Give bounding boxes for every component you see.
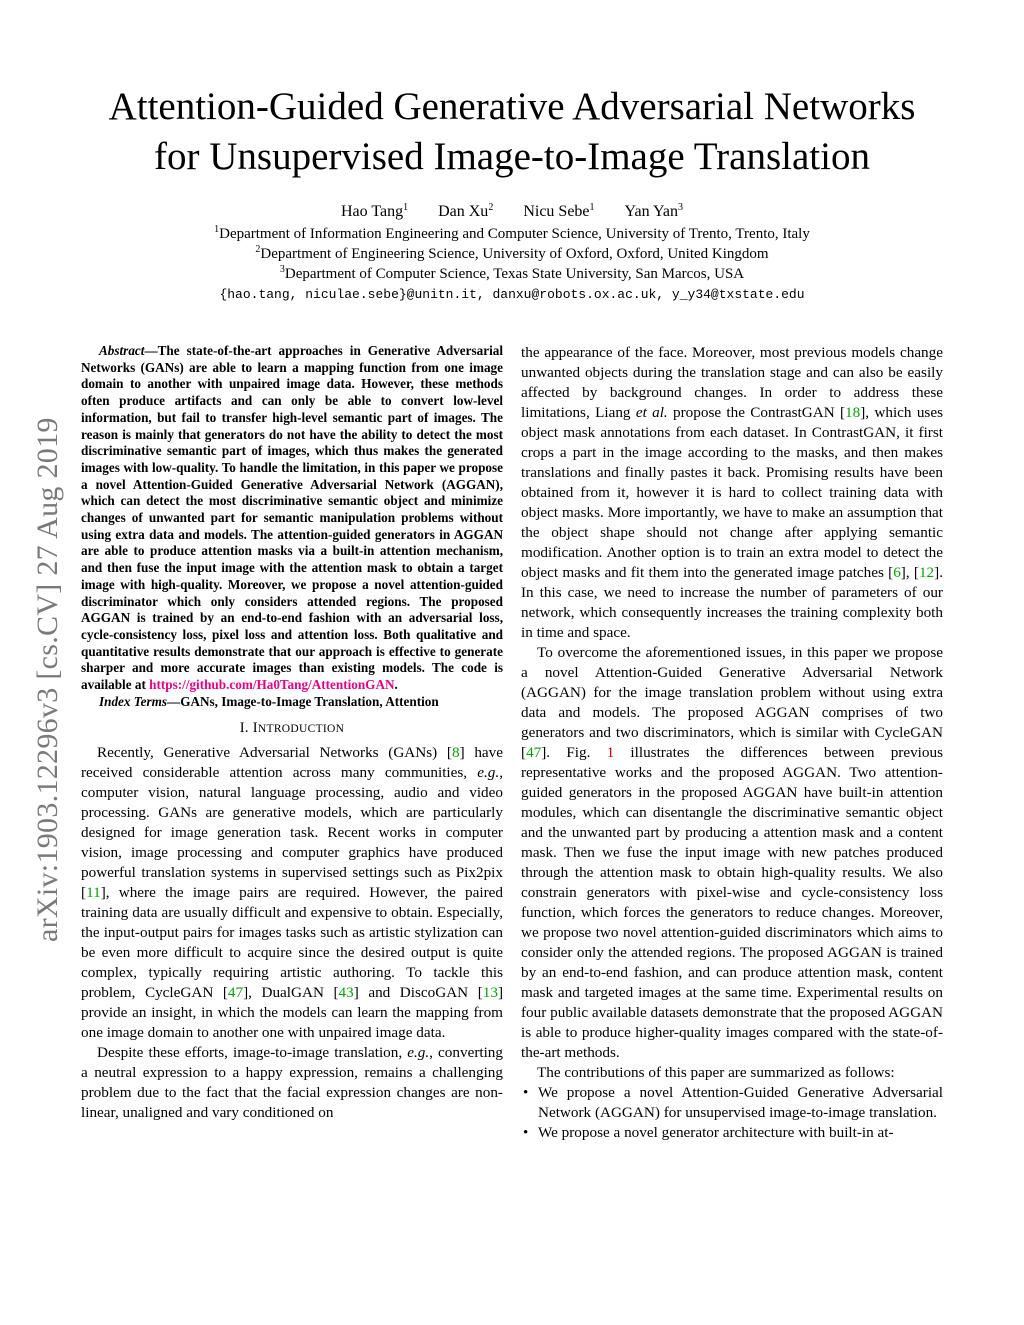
left-column [81, 343, 503, 1123]
list-item: • We propose a novel generator architecture with built-in at- [521, 1123, 943, 1143]
contribution-list [521, 1083, 943, 1143]
abstract-label: Abstract [99, 343, 145, 358]
citation-link[interactable]: 12 [918, 564, 935, 581]
author: Hao Tang$^1$ [340, 202, 409, 220]
author-emails: {hao.tang, niculae.sebe}@unitn.it, danxu@robots.ox.ac.uk, y_y34@txstate.edu [219, 287, 805, 302]
affiliation: $^1$Department of Information Engineering and Computer Science, University of Trento, Trento, Italy [214, 224, 810, 242]
section-heading-introduction: I. INTRODUCTION [239, 720, 345, 737]
author-list [0, 203, 1024, 221]
list-item: • We propose a novel Attention-Guided Generative Adversarial Network (AGGAN) for unsupervised image-to-image translation. [521, 1083, 943, 1123]
code-link[interactable]: https://github.com/Ha0Tang/AttentionGAN [149, 677, 395, 693]
author: Dan Xu$^2$ [438, 202, 494, 220]
intro-paragraph: Despite these efforts, image-to-image translation, e.g., converting a neutral expression to a happy expression, remains a challenging problem due to the fact that the facial expression changes are non-linear, unaligned and vary conditioned on [81, 1044, 503, 1122]
author: Nicu Sebe$^1$ [523, 202, 595, 220]
author: Yan Yan$^3$ [624, 202, 684, 220]
title-line-1: Attention-Guided Generative Adversarial Networks [108, 85, 916, 128]
paper-title [0, 82, 1024, 182]
citation-link[interactable]: 47 [526, 744, 542, 761]
arxiv-stamp: arXiv:1903.12296v3 [cs.CV] 27 Aug 2019 [31, 417, 64, 942]
index-terms-label: Index Terms [99, 693, 168, 709]
citation-link[interactable]: 47 [227, 984, 244, 1002]
contributions-intro: The contributions of this paper are summarized as follows: [537, 1064, 895, 1081]
title-line-2: for Unsupervised Image-to-Image Translation [154, 135, 870, 178]
citation-link[interactable]: 11 [86, 884, 101, 902]
intro-paragraph: the appearance of the face. Moreover, most previous models change unwanted objects during the translation stage and can also be easily affected by background changes. In order to address these limitations, Liang et al. propose the ContrastGAN [18], which uses object mask annotations from each dataset. In ContrastGAN, it first crops a part in the image according to the masks, and then makes translations and finally pastes it back. Promising results have been obtained from it, however it is hard to collect training data with object masks. More importantly, we have to make an assumption that the object shape should not change after applying semantic modification. Another option is to train an extra model to detect the object masks and fit them into the generated image patches [6], [12]. In this case, we need to increase the number of parameters of our network, which consequently increases the training complexity both in time and space. [521, 344, 943, 641]
figure-link[interactable]: 1 [606, 744, 615, 761]
intro-paragraph: Recently, Generative Adversarial Networks (GANs) [8] have received considerable attention across many communities, e.g., computer vision, natural language processing, audio and video processing. GANs are generative models, which are particularly designed for image generation task. Recent works in computer vision, image processing and computer graphics have produced powerful translation systems in supervised settings such as Pix2pix [11], where the image pairs are required. However, the paired training data are usually difficult and expensive to obtain. Especially, the input-output pairs for images tasks such as artistic stylization can be even more difficult to acquire since the desired output is quite complex, typically requiring artistic authoring. To tackle this problem, CycleGAN [47], DualGAN [43] and DiscoGAN [13] provide an insight, in which the models can learn the mapping from one image domain to another one with unpaired image data. [81, 744, 503, 1042]
citation-link[interactable]: 6 [893, 564, 901, 581]
citation-link[interactable]: 43 [338, 984, 354, 1002]
citation-link[interactable]: 13 [482, 984, 498, 1002]
index-terms: Index Terms—GANs, Image-to-Image Translation, Attention [99, 693, 439, 709]
right-column [521, 343, 943, 1143]
affiliation: $^3$Department of Computer Science, Texas State University, San Marcos, USA [279, 264, 745, 282]
abstract: Abstract—The state-of-the-art approaches in Generative Adversarial Networks (GANs) are able to learn a mapping function from one image domain to another with unpaired image data. However, these methods often produce artifacts and can only be able to convert low-level information, but fail to transfer high-level semantic part of images. The reason is mainly that generators do not have the ability to detect the most discriminative semantic part of images, which thus makes the generated images with low-quality. To handle the limitation, in this paper we propose a novel Attention-Guided Generative Adversarial Network (AGGAN), which can detect the most discriminative semantic object and minimize changes of unwanted part for semantic manipulation problems without using extra data and models. The attention-guided generators in AGGAN are able to produce attention masks via a built-in attention mechanism, and then fuse the input image with the attention mask to obtain a target image with high-quality. Moreover, we propose a novel attention-guided discriminator which only considers attended regions. The proposed AGGAN is trained by an end-to-end fashion with an adversarial loss, cycle-consistency loss, pixel loss and attention loss. Both qualitative and quantitative results demonstrate that our approach is effective to generate sharper and more accurate images than existing models. The code is available at https://github.com/Ha0Tang/AttentionGAN. [81, 343, 503, 693]
affiliation: $^2$Department of Engineering Science, University of Oxford, Oxford, United Kingdom [255, 244, 769, 262]
citation-link[interactable]: 18 [845, 404, 861, 421]
intro-paragraph: To overcome the aforementioned issues, in this paper we propose a novel Attention-Guided Generative Adversarial Network (AGGAN) for the image translation problem without using extra data and models. The proposed AGGAN comprises of two generators and two discriminators, which is similar with CycleGAN [47]. Fig. 1 illustrates the differences between previous representative works and the proposed AGGAN. Two attention-guided generators in the proposed AGGAN have built-in attention modules, which can disentangle the discriminative semantic object and the unwanted part by producing a attention mask and a content mask. Then we fuse the input image with new patches produced through the attention mask to obtain high-quality results. We also constrain generators with pixel-wise and cycle-consistency loss function, which forces the generators to reduce changes. Moreover, we propose two novel attention-guided discriminators which aims to consider only the attended regions. The proposed AGGAN is trained by an end-to-end fashion, and can produce attention mask, content mask and targeted images at the same time. Experimental results on four public available datasets demonstrate that the proposed AGGAN is able to produce higher-quality images compared with the state-of-the-art methods. [521, 644, 943, 1061]
citation-link[interactable]: 8 [451, 744, 460, 762]
